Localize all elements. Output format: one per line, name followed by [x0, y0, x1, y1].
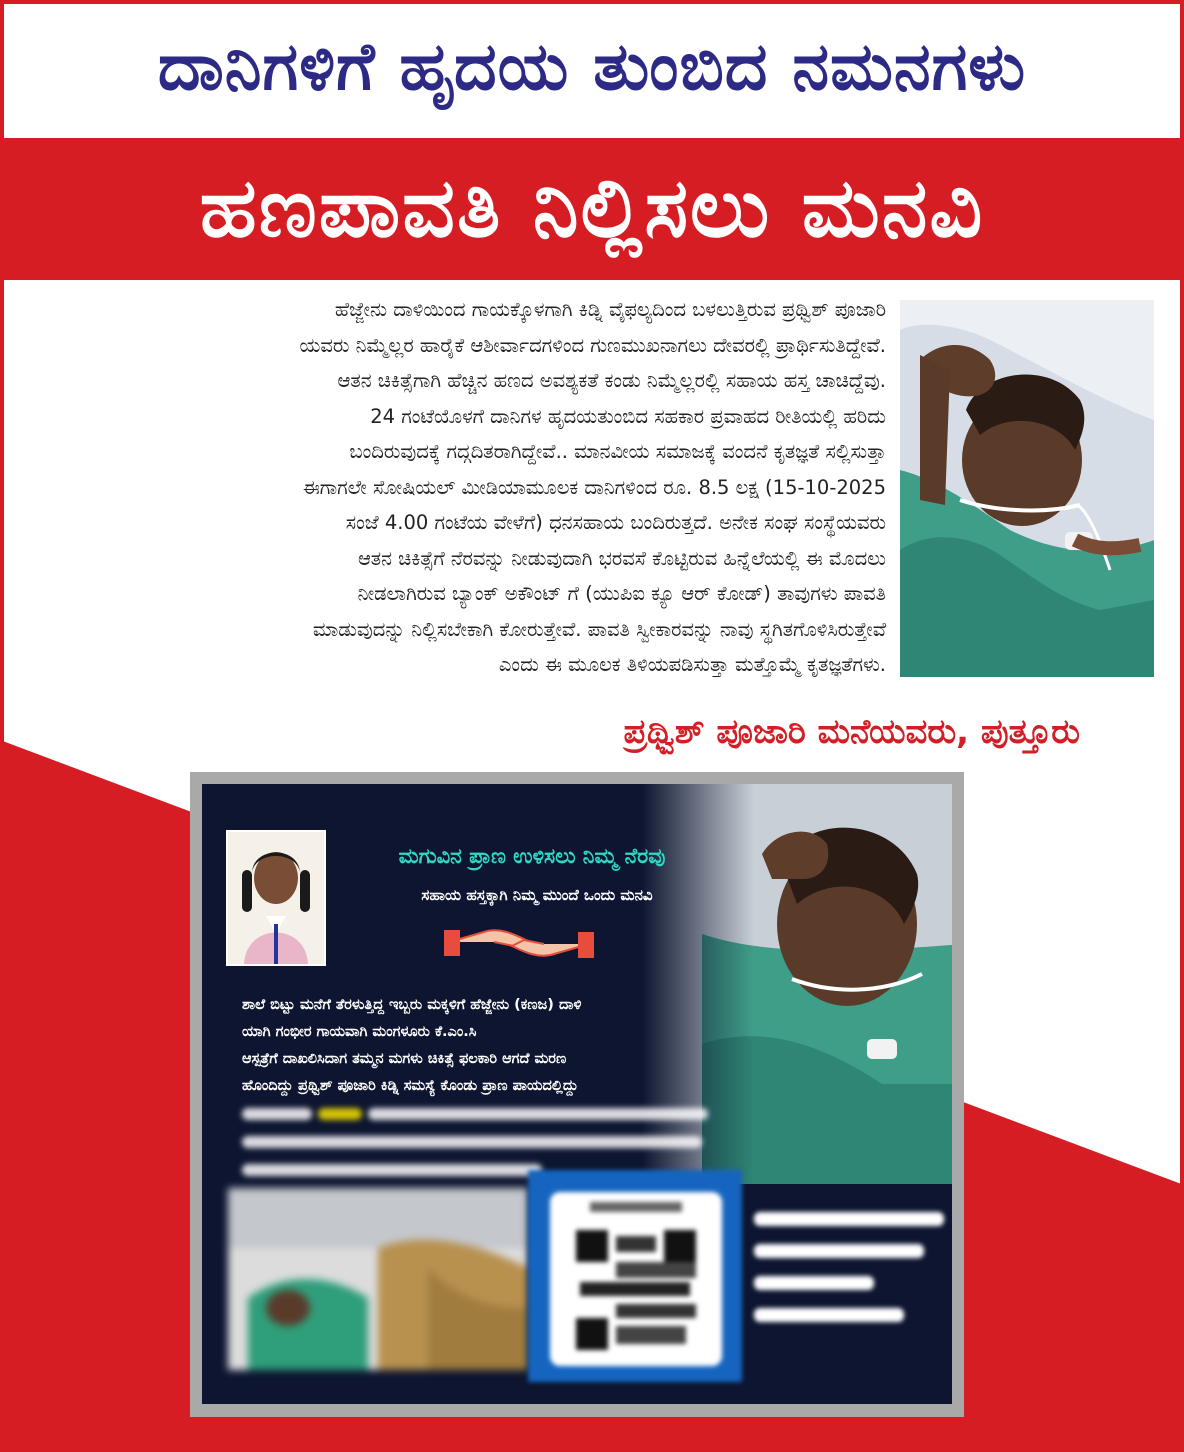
patient-photo	[900, 300, 1154, 677]
qr-code-icon	[550, 1192, 722, 1366]
helping-hands-icon	[444, 912, 594, 974]
paragraph-line: ಆತನ ಚಿಕಿತ್ಸೆಗೆ ನೆರವನ್ನು ನೀಡುವುದಾಗಿ ಭರವಸೆ ಕೊಟ್ಟಿರುವ ಹಿನ್ನೆಲೆಯಲ್ಲಿ ಈ ಮೊದಲು	[357, 546, 886, 570]
poster-headline: ಮಗುವಿನ ಪ್ರಾಣ ಉಳಿಸಲು ನಿಮ್ಮ ನೆರವು	[398, 844, 666, 868]
request-banner: ಹಣಪಾವತಿ ನಿಲ್ಲಿಸಲು ಮನವಿ	[0, 138, 1184, 280]
paragraph-line: ಸಂಜೆ 4.00 ಗಂಟೆಯ ವೇಳೆಗೆ) ಧನಸಹಾಯ ಬಂದಿರುತ್ತದೆ. ಅನೇಕ ಸಂಘ ಸಂಸ್ಥೆಯವರು	[345, 511, 886, 534]
bank-account-details	[754, 1202, 952, 1342]
page-title: ದಾನಿಗಳಿಗೆ ಹೃದಯ ತುಂಬಿದ ನಮನಗಳು	[157, 28, 1027, 105]
poster-subheadline: ಸಹಾಯ ಹಸ್ತಕ್ಕಾಗಿ ನಿಮ್ಮ ಮುಂದೆ ಒಂದು ಮನವಿ	[421, 886, 653, 904]
bed-photo-illustration	[228, 1188, 528, 1370]
poster-story-line: ಯಾಗಿ ಗಂಭೀರ ಗಾಯವಾಗಿ ಮಂಗಳೂರು ಕೆ.ಎಂ.ಸಿ	[242, 1024, 477, 1040]
girl-portrait-illustration	[228, 832, 324, 964]
poster-girl-photo	[226, 830, 326, 966]
poster-story-line: ಶಾಲೆ ಬಿಟ್ಟು ಮನೆಗೆ ತೆರಳುತ್ತಿದ್ದ ಇಬ್ಬರು ಮಕ್ಕಳಿಗೆ ಹೆಜ್ಜೇನು (ಕಣಜ) ದಾಳಿ	[242, 997, 582, 1013]
upi-qr-card	[550, 1192, 722, 1366]
paragraph-line: ಎಂದು ಈ ಮೂಲಕ ತಿಳಿಯಪಡಿಸುತ್ತಾ ಮತ್ತೊಮ್ಮೆ ಕೃತಜ್ಞತೆಗಳು.	[498, 653, 886, 676]
paragraph-line: ಯವರು ನಿಮ್ಮೆಲ್ಲರ ಹಾರೈಕೆ ಆಶೀರ್ವಾದಗಳಿಂದ ಗುಣಮುಖನಾಗಲು ದೇವರಲ್ಲಿ ಪ್ರಾರ್ಥಿಸುತಿದ್ದೇವೆ.	[299, 333, 886, 357]
paragraph-line: ಬಂದಿರುವುದಕ್ಕೆ ಗದ್ಗದಿತರಾಗಿದ್ದೇವೆ.. ಮಾನವೀಯ ಸಮಾಜಕ್ಕೆ ವಂದನೆ ಕೃತಜ್ಞತೆ ಸಲ್ಲಿಸುತ್ತಾ	[349, 440, 886, 463]
poster-story-line: ಆಸ್ಪತ್ರೆಗೆ ದಾಖಲಿಸಿದಾಗ ತಮ್ಮನ ಮಗಳು ಚಿಕಿತ್ಸೆ ಫಲಕಾರಿ ಆಗದೆ ಮರಣ	[242, 1051, 567, 1067]
upi-qr-panel	[528, 1170, 742, 1382]
poster-story-line: ಹೊಂದಿದ್ದು ಪ್ರಥ್ವಿಶ್ ಪೂಜಾರಿ ಕಿಡ್ನಿ ಸಮಸ್ಯೆ ಕೊಂಡು ಪ್ರಾಣ ಪಾಯದಲ್ಲಿದ್ದು	[242, 1078, 579, 1094]
paragraph-line: ನೀಡಲಾಗಿರುವ ಬ್ಯಾಂಕ್ ಅಕೌಂಟ್ ಗೆ (ಯುಪಿಐ ಕ್ಯೂ ಆರ್ ಕೋಡ್) ತಾವುಗಳು ಪಾವತಿ	[357, 582, 886, 605]
blurred-account-lines	[754, 1202, 952, 1332]
paragraph-line: ಆತನ ಚಿಕಿತ್ಸೆಗಾಗಿ ಹೆಚ್ಚಿನ ಹಣದ ಅವಶ್ಯಕತೆ ಕಂಡು ನಿಮ್ಮೆಲ್ಲರಲ್ಲಿ ಸಹಾಯ ಹಸ್ತ ಚಾಚಿದ್ದೆವು.	[337, 369, 886, 392]
paragraph-line: ಮಾಡುವುದನ್ನು ನಿಲ್ಲಿಸಬೇಕಾಗಿ ಕೋರುತ್ತೇವೆ. ಪಾವತಿ ಸ್ವೀಕಾರವನ್ನು ನಾವು ಸ್ಥಗಿತಗೊಳಿಸಿರುತ್ತೇವೆ	[312, 617, 886, 641]
original-appeal-poster	[190, 772, 964, 1417]
appeal-paragraph	[28, 292, 886, 683]
poster-story	[242, 992, 732, 1194]
family-signature: ಪ್ರಥ್ವಿಶ್ ಪೂಜಾರಿ ಮನೆಯವರು, ಪುತ್ತೂರು	[623, 712, 1080, 752]
paragraph-line: ಈಗಾಗಲೇ ಸೋಷಿಯಲ್ ಮೀಡಿಯಾಮೂಲಕ ದಾನಿಗಳಿಂದ ರೂ. 8.5 ಲಕ್ಷ (15-10-2025	[302, 475, 886, 499]
poster-background	[202, 784, 952, 1404]
paragraph-line: ಹೆಜ್ಜೇನು ದಾಳಿಯಿಂದ ಗಾಯಕ್ಕೊಳಗಾಗಿ ಕಿಡ್ನಿ ವೈಫಲ್ಯದಿಂದ ಬಳಲುತ್ತಿರುವ ಪ್ರಥ್ವಿಶ್ ಪೂಜಾರಿ	[334, 298, 886, 321]
paragraph-line: 24 ಗಂಟೆಯೊಳಗೆ ದಾನಿಗಳ ಹೃದಯತುಂಬಿದ ಸಹಕಾರ ಪ್ರವಾಹದ ರೀತಿಯಲ್ಲಿ ಹರಿದು	[370, 404, 886, 428]
patient-photo-illustration	[900, 300, 1154, 677]
poster-bed-photo	[228, 1188, 528, 1370]
